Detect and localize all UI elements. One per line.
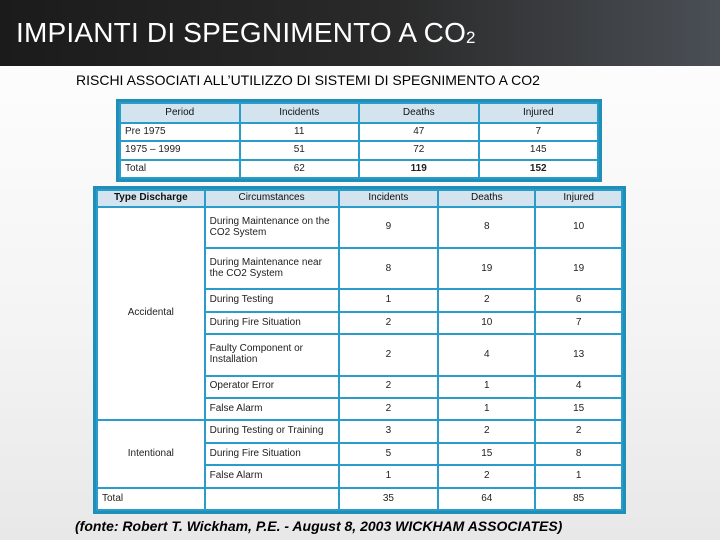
table-cell: 2: [438, 289, 535, 311]
table-cell: [205, 488, 339, 510]
table-row: [97, 420, 622, 442]
table-cell: 10: [535, 207, 622, 248]
table-cell: 6: [535, 289, 622, 311]
table-cell: 1: [535, 465, 622, 487]
table-cell: During Fire Situation: [205, 443, 339, 465]
source-citation: (fonte: Robert T. Wickham, P.E. - August 8, 2003 WICKHAM ASSOCIATES): [75, 518, 563, 534]
page-title: [16, 17, 476, 49]
table-cell: 7: [479, 123, 599, 141]
title-bar: [0, 0, 720, 66]
table-cell: False Alarm: [205, 398, 339, 420]
table-cell: 4: [438, 334, 535, 375]
column-header: Incidents: [339, 190, 439, 207]
table-cell: 2: [339, 312, 439, 334]
table-cell: 13: [535, 334, 622, 375]
table-cell: Faulty Component or Installation: [205, 334, 339, 375]
table-cell: 2: [339, 376, 439, 398]
table-cell: 15: [438, 443, 535, 465]
table-header-row: [120, 103, 598, 123]
discharge-table-frame: [93, 186, 626, 514]
table-row: [120, 141, 598, 159]
table-cell: Total: [120, 160, 240, 178]
table-cell: 7: [535, 312, 622, 334]
column-header: Injured: [535, 190, 622, 207]
table-cell: 8: [339, 248, 439, 289]
table-cell: 8: [438, 207, 535, 248]
table-cell: 2: [339, 398, 439, 420]
table-cell: During Maintenance on the CO2 System: [205, 207, 339, 248]
table-cell: During Testing: [205, 289, 339, 311]
table-cell: 3: [339, 420, 439, 442]
table-cell: Operator Error: [205, 376, 339, 398]
table-cell: 1975 – 1999: [120, 141, 240, 159]
table-total-row: [120, 160, 598, 178]
table-cell: 2: [535, 420, 622, 442]
page-title-subscript: 2: [466, 28, 476, 47]
page-title-main: IMPIANTI DI SPEGNIMENTO A CO: [16, 17, 467, 48]
table-cell: 1: [339, 289, 439, 311]
column-header: Type Discharge: [97, 190, 205, 207]
table-cell: 64: [438, 488, 535, 510]
table-cell: 47: [359, 123, 479, 141]
table-cell: 5: [339, 443, 439, 465]
table-cell: False Alarm: [205, 465, 339, 487]
table-total-row: [97, 488, 622, 510]
column-header: Deaths: [359, 103, 479, 123]
slide-subtitle: RISCHI ASSOCIATI ALL’UTILIZZO DI SISTEMI DI SPEGNIMENTO A CO2: [76, 72, 540, 88]
table-cell: 51: [240, 141, 360, 159]
discharge-table: [96, 189, 623, 511]
period-table: [119, 102, 599, 179]
table-cell: 72: [359, 141, 479, 159]
period-table-frame: [116, 99, 602, 182]
table-cell: During Fire Situation: [205, 312, 339, 334]
table-cell: 145: [479, 141, 599, 159]
table-cell: 15: [535, 398, 622, 420]
discharge-type-cell: Intentional: [97, 420, 205, 487]
discharge-type-cell: Accidental: [97, 207, 205, 420]
table-cell: 8: [535, 443, 622, 465]
table-row: [120, 123, 598, 141]
table-cell: During Maintenance near the CO2 System: [205, 248, 339, 289]
table-cell: 1: [438, 376, 535, 398]
table-cell: 4: [535, 376, 622, 398]
table-cell: During Testing or Training: [205, 420, 339, 442]
table-cell: 2: [438, 465, 535, 487]
table-cell: 1: [339, 465, 439, 487]
table-cell: 35: [339, 488, 439, 510]
table-cell: 11: [240, 123, 360, 141]
column-header: Deaths: [438, 190, 535, 207]
table-row: [97, 207, 622, 248]
table-cell: 1: [438, 398, 535, 420]
table-cell: 19: [535, 248, 622, 289]
table-cell: 10: [438, 312, 535, 334]
column-header: Period: [120, 103, 240, 123]
table-cell: 9: [339, 207, 439, 248]
column-header: Circumstances: [205, 190, 339, 207]
table-cell: 2: [339, 334, 439, 375]
table-cell: Pre 1975: [120, 123, 240, 141]
column-header: Incidents: [240, 103, 360, 123]
table-cell: 19: [438, 248, 535, 289]
column-header: Injured: [479, 103, 599, 123]
table-cell: 62: [240, 160, 360, 178]
table-cell: 152: [479, 160, 599, 178]
table-cell: Total: [97, 488, 205, 510]
table-cell: 2: [438, 420, 535, 442]
table-cell: 85: [535, 488, 622, 510]
table-cell: 119: [359, 160, 479, 178]
table-header-row: [97, 190, 622, 207]
